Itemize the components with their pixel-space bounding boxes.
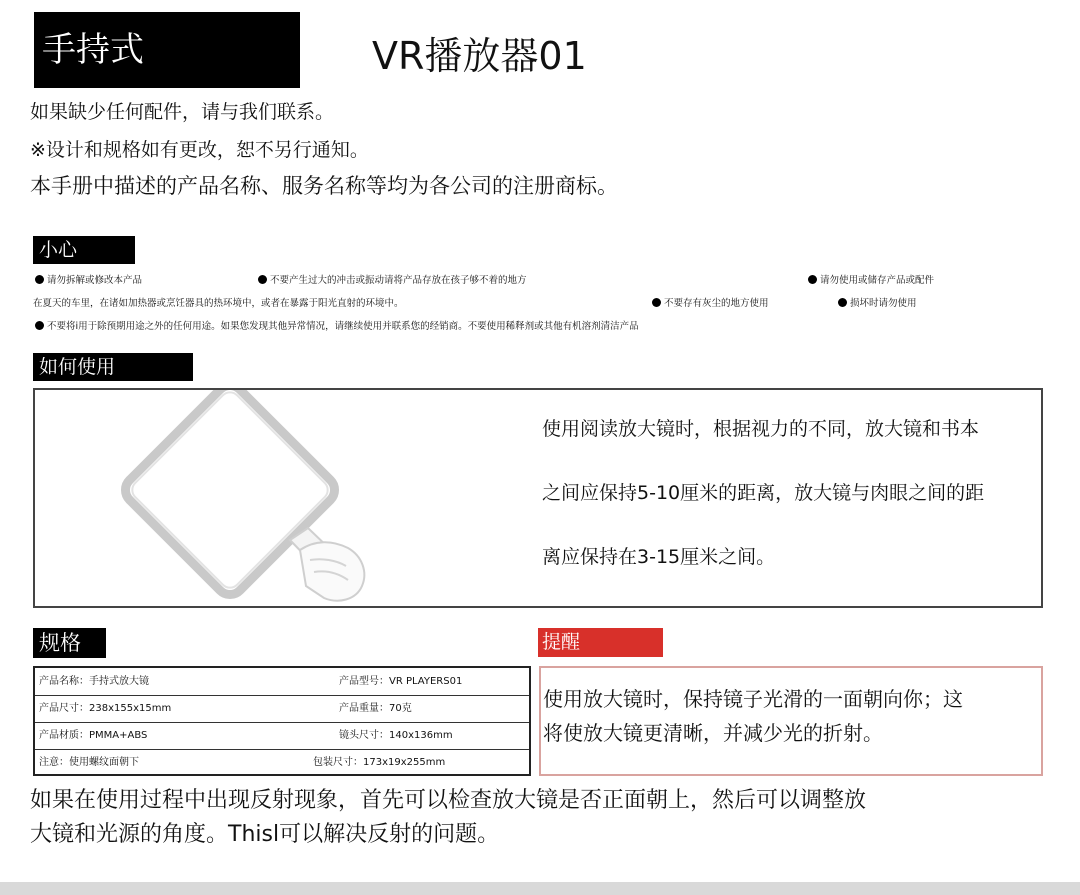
spec-right: 产品型号：VR PLAYERS01 — [339, 676, 463, 687]
tip-heading: 提醒 — [538, 628, 663, 657]
tip-line-2: 将使放大镜更清晰，并减少光的折射。 — [543, 721, 883, 745]
table-row — [35, 668, 529, 696]
spec-right: 镜头尺寸：140x136mm — [339, 730, 453, 741]
table-row — [35, 695, 529, 723]
header-tag: 手持式 — [34, 12, 300, 88]
spec-left: 注意：使用螺纹面朝下 — [39, 757, 139, 768]
closing-text — [30, 784, 1050, 852]
caution-item-4: 在夏天的车里，在诸如加热器或烹饪器具的热环境中，或者在暴露于阳光直射的环境中。 — [33, 298, 404, 309]
caution-item-3: 请勿使用或储存产品或配件 — [808, 274, 934, 288]
tip-text — [543, 682, 1039, 750]
bullet-dot-icon — [808, 275, 817, 284]
caution-heading: 小心 — [33, 236, 135, 264]
specs-table — [33, 666, 531, 776]
caution-item-1: 请勿拆解或修改本产品 — [35, 274, 142, 288]
closing-line-1: 如果在使用过程中出现反射现象，首先可以检查放大镜是否正面朝上，然后可以调整放 — [30, 788, 867, 813]
intro-line-3: 本手册中描述的产品名称、服务名称等均为各公司的注册商标。 — [30, 174, 618, 198]
usage-line-1: 使用阅读放大镜时，根据视力的不同，放大镜和书本 — [542, 418, 980, 440]
bullet-dot-icon — [838, 298, 847, 307]
tip-line-1: 使用放大镜时，保持镜子光滑的一面朝向你；这 — [543, 687, 963, 711]
usage-heading: 如何使用 — [33, 353, 193, 381]
spec-right: 包装尺寸：173x19x255mm — [313, 757, 446, 768]
spec-left: 产品名称：手持式放大镜 — [39, 676, 149, 687]
spec-left: 产品材质：PMMA+ABS — [39, 730, 148, 741]
spec-right: 产品重量：70克 — [339, 703, 412, 714]
specs-heading: 规格 — [33, 628, 106, 658]
bullet-dot-icon — [258, 275, 267, 284]
caution-item-2: 不要产生过大的冲击或振动请将产品存放在孩子够不着的地方 — [258, 274, 527, 288]
hand-magnifier-icon — [110, 390, 390, 610]
page-title: VR播放器01 — [372, 34, 587, 78]
usage-line-2: 之间应保持5-10厘米的距离，放大镜与肉眼之间的距 — [542, 482, 985, 504]
spec-left: 产品尺寸：238x155x15mm — [39, 703, 172, 714]
bullet-dot-icon — [652, 298, 661, 307]
usage-line-3: 离应保持在3-15厘米之间。 — [542, 546, 776, 568]
caution-item-7: 不要将i用于除预期用途之外的任何用途。如果您发现其他异常情况，请继续使用并联系您的经销商。不要使用稀释剂或其他有机溶剂清洁产品 — [35, 320, 639, 334]
bullet-dot-icon — [35, 275, 44, 284]
caution-item-5: 不要存有灰尘的地方使用 — [652, 297, 769, 311]
closing-line-2: 大镜和光源的角度。Thisl可以解决反射的问题。 — [30, 822, 500, 847]
bullet-dot-icon — [35, 321, 44, 330]
table-row — [35, 722, 529, 750]
footer-bar — [0, 882, 1080, 895]
intro-line-2: ※设计和规格如有更改，恕不另行通知。 — [30, 139, 369, 161]
intro-line-1: 如果缺少任何配件，请与我们联系。 — [30, 101, 335, 123]
caution-item-6: 损坏时请勿使用 — [838, 297, 917, 311]
table-row — [35, 749, 529, 774]
usage-text — [542, 397, 1042, 589]
